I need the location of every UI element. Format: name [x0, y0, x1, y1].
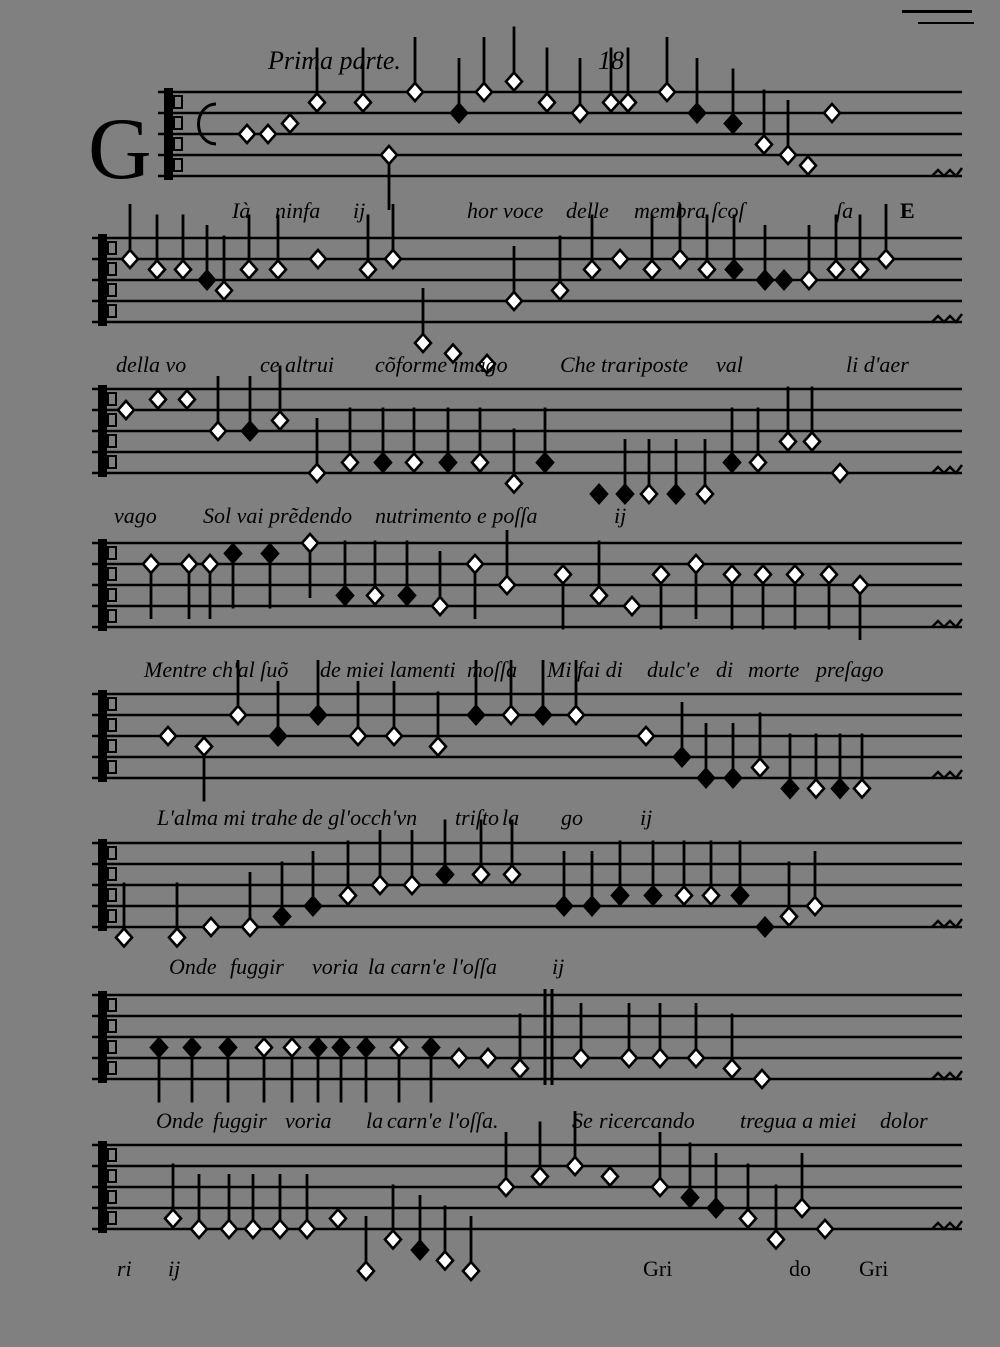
lyric-word: ij — [552, 954, 565, 979]
clef-mark — [108, 889, 116, 901]
lyric-word: moſſa — [467, 657, 518, 682]
note-head — [221, 1220, 237, 1238]
note-head — [780, 433, 796, 451]
lyric-word: tregua a miei — [740, 1108, 857, 1133]
clef-mark — [108, 719, 116, 731]
note-head — [432, 597, 448, 615]
clef-bar — [98, 690, 107, 782]
lyric-word: della vo — [116, 352, 187, 377]
note-head — [284, 1039, 300, 1057]
note-head — [358, 1039, 374, 1057]
note-head — [202, 555, 218, 573]
note-head — [305, 897, 321, 915]
clef-mark — [108, 284, 116, 296]
note-head — [440, 454, 456, 472]
note-head — [878, 250, 894, 268]
lyric-line-4 — [0, 657, 1000, 697]
note-head — [750, 454, 766, 472]
section-title: Prima parte. — [268, 46, 401, 75]
note-head — [241, 261, 257, 279]
note-head — [688, 555, 704, 573]
note-head — [725, 769, 741, 787]
note-head — [776, 271, 792, 289]
lyric-word: vago — [114, 503, 157, 528]
note-head — [832, 464, 848, 482]
note-head — [726, 261, 742, 279]
note-head — [372, 876, 388, 894]
clef-bar — [98, 385, 107, 477]
note-head — [568, 706, 584, 724]
clef-mark — [108, 435, 116, 447]
clef-mark — [108, 263, 116, 275]
lyric-word: ij — [168, 1256, 181, 1281]
note-head — [624, 597, 640, 615]
note-head — [260, 125, 276, 143]
clef-mark — [108, 1041, 116, 1053]
note-head — [620, 94, 636, 112]
note-head — [451, 1049, 467, 1067]
clef-mark — [108, 1020, 116, 1032]
note-head — [638, 727, 654, 745]
note-head — [360, 261, 376, 279]
note-head — [506, 292, 522, 310]
note-head — [181, 555, 197, 573]
clef-mark — [174, 96, 182, 108]
lyric-word: de gl'occh'vn — [302, 805, 418, 830]
staff-system — [92, 530, 962, 640]
lyric-line-8 — [0, 1256, 1000, 1296]
lyric-line-1 — [0, 198, 1000, 238]
clef-mark — [108, 1062, 116, 1074]
note-head — [821, 566, 837, 584]
note-head — [375, 454, 391, 472]
note-head — [330, 1210, 346, 1228]
lyric-word: li d'aer — [846, 352, 909, 377]
note-head — [688, 1049, 704, 1067]
note-head — [309, 94, 325, 112]
clef-mark — [174, 117, 182, 129]
note-head — [672, 250, 688, 268]
note-head — [754, 1070, 770, 1088]
note-head — [652, 1049, 668, 1067]
note-head — [794, 1199, 810, 1217]
lyric-word: fuggir — [230, 954, 284, 979]
note-head — [337, 587, 353, 605]
note-head — [652, 1178, 668, 1196]
lyric-word: hor voce — [467, 198, 544, 223]
lyric-word: l'oſſa. — [448, 1108, 499, 1133]
lyric-word: Mi fai di — [547, 657, 623, 682]
lyric-word: dulc'e — [647, 657, 700, 682]
drop-cap-initial: G — [88, 101, 152, 198]
note-head — [299, 1220, 315, 1238]
note-head — [476, 83, 492, 101]
note-head — [698, 769, 714, 787]
lyric-word: delle — [566, 198, 609, 223]
note-head — [781, 908, 797, 926]
lyric-word: Gri — [643, 1256, 673, 1281]
note-head — [118, 401, 134, 419]
note-head — [386, 727, 402, 745]
clef-mark — [108, 547, 116, 559]
note-head — [437, 866, 453, 884]
note-head — [274, 908, 290, 926]
lyric-word: ſa — [836, 198, 854, 223]
note-head — [732, 887, 748, 905]
lyric-word: ij — [353, 198, 366, 223]
note-head — [567, 1157, 583, 1175]
clef-mark — [108, 999, 116, 1011]
note-head — [473, 866, 489, 884]
note-head — [310, 1039, 326, 1057]
note-head — [617, 485, 633, 503]
note-head — [503, 706, 519, 724]
note-head — [506, 475, 522, 493]
note-head — [169, 929, 185, 947]
note-head — [242, 422, 258, 440]
lyric-word: go — [561, 805, 583, 830]
note-head — [697, 485, 713, 503]
note-head — [682, 1189, 698, 1207]
clef-mark — [108, 1191, 116, 1203]
note-head — [757, 918, 773, 936]
lyric-word: l'oſſa — [452, 954, 498, 979]
lyric-word: dolor — [880, 1108, 928, 1133]
note-head — [621, 1049, 637, 1067]
clef-mark — [108, 242, 116, 254]
clef-mark — [108, 568, 116, 580]
lyric-word: Onde — [169, 954, 217, 979]
lyric-word: ri — [117, 1256, 132, 1281]
note-head — [415, 334, 431, 352]
note-head — [451, 104, 467, 122]
note-head — [674, 748, 690, 766]
lyric-word: morte — [748, 657, 800, 682]
note-head — [203, 918, 219, 936]
note-head — [150, 391, 166, 409]
note-head — [724, 454, 740, 472]
clef-mark — [108, 305, 116, 317]
note-head — [668, 485, 684, 503]
note-head — [539, 94, 555, 112]
clef-mark — [108, 1170, 116, 1182]
note-head — [151, 1039, 167, 1057]
lyric-word: L'alma mi trahe — [157, 805, 298, 830]
clef-bar — [98, 539, 107, 631]
note-head — [406, 454, 422, 472]
note-head — [230, 706, 246, 724]
note-head — [676, 887, 692, 905]
clef-mark — [108, 740, 116, 752]
note-head — [423, 1039, 439, 1057]
note-head — [381, 146, 397, 164]
lyric-word: Sol vai prẽdendo — [203, 503, 353, 528]
note-head — [756, 136, 772, 154]
note-head — [342, 454, 358, 472]
note-head — [122, 250, 138, 268]
clef-mark — [108, 589, 116, 601]
lyric-word: Onde — [156, 1108, 204, 1133]
note-head — [602, 1168, 618, 1186]
note-head — [572, 104, 588, 122]
note-head — [780, 146, 796, 164]
lyric-word: ij — [640, 805, 653, 830]
lyric-word: la — [366, 1108, 384, 1133]
note-head — [535, 706, 551, 724]
lyric-line-7 — [0, 1108, 1000, 1148]
note-head — [340, 887, 356, 905]
lyric-word: ij — [614, 503, 627, 528]
note-head — [506, 73, 522, 91]
lyric-word: preſago — [816, 657, 884, 682]
lyric-line-2 — [0, 352, 1000, 392]
note-head — [116, 929, 132, 947]
note-head — [603, 94, 619, 112]
clef-mark — [108, 868, 116, 880]
note-head — [468, 706, 484, 724]
clef-mark — [108, 1149, 116, 1161]
note-head — [143, 555, 159, 573]
lyric-word: riposte — [627, 352, 689, 377]
clef-bar — [98, 839, 107, 931]
clef-mark — [108, 610, 116, 622]
staff-system — [158, 27, 962, 211]
note-head — [699, 261, 715, 279]
note-head — [184, 1039, 200, 1057]
lyric-word: do — [789, 1256, 811, 1281]
lyric-word: carn'e — [387, 1108, 442, 1133]
note-head — [270, 727, 286, 745]
note-head — [584, 897, 600, 915]
note-head — [272, 1220, 288, 1238]
lyric-word: triſto — [455, 805, 500, 830]
note-head — [407, 83, 423, 101]
note-head — [239, 125, 255, 143]
note-head — [641, 485, 657, 503]
note-head — [270, 261, 286, 279]
note-head — [160, 727, 176, 745]
clef-mark — [108, 414, 116, 426]
note-head — [262, 545, 278, 563]
lyric-word: voria — [312, 954, 359, 979]
note-head — [430, 738, 446, 756]
note-head — [333, 1039, 349, 1057]
note-head — [808, 780, 824, 798]
note-head — [612, 250, 628, 268]
clef-bar — [98, 1141, 107, 1233]
note-head — [708, 1199, 724, 1217]
note-head — [467, 555, 483, 573]
note-head — [282, 115, 298, 133]
note-head — [225, 545, 241, 563]
note-head — [512, 1060, 528, 1078]
lyric-word: E — [900, 198, 915, 223]
note-head — [210, 422, 226, 440]
note-head — [350, 727, 366, 745]
note-head — [149, 261, 165, 279]
clef-bar — [164, 88, 173, 180]
note-head — [752, 759, 768, 777]
clef-mark — [108, 456, 116, 468]
note-head — [216, 282, 232, 300]
note-head — [498, 1178, 514, 1196]
note-head — [817, 1220, 833, 1238]
note-head — [367, 587, 383, 605]
clef-bar — [98, 991, 107, 1083]
note-head — [220, 1039, 236, 1057]
lyric-line-5 — [0, 805, 1000, 845]
note-head — [404, 876, 420, 894]
note-head — [832, 780, 848, 798]
lyric-word: ricercando — [599, 1108, 695, 1133]
staff-system — [92, 991, 962, 1103]
note-head — [800, 157, 816, 175]
note-head — [309, 464, 325, 482]
note-head — [584, 261, 600, 279]
clef-mark — [174, 138, 182, 150]
note-head — [645, 887, 661, 905]
lyric-line-6 — [0, 954, 1000, 994]
note-head — [740, 1210, 756, 1228]
note-head — [504, 866, 520, 884]
note-head — [555, 566, 571, 584]
note-head — [591, 485, 607, 503]
clef-mark — [108, 761, 116, 773]
note-head — [310, 250, 326, 268]
mensuration-sign — [199, 104, 217, 144]
lyric-word: cõforme imago — [375, 352, 508, 377]
note-head — [179, 391, 195, 409]
note-head — [703, 887, 719, 905]
clef-mark — [108, 698, 116, 710]
lyric-word: membra ſcoſ — [634, 198, 745, 223]
note-head — [256, 1039, 272, 1057]
note-head — [757, 271, 773, 289]
lyric-word: val — [716, 352, 743, 377]
lyric-word: ce altrui — [260, 352, 334, 377]
note-head — [828, 261, 844, 279]
note-head — [556, 897, 572, 915]
note-head — [659, 83, 675, 101]
clef-mark — [174, 159, 182, 171]
lyric-word: nutrimento e poſſa — [375, 503, 538, 528]
note-head — [245, 1220, 261, 1238]
lyric-word: fuggir — [213, 1108, 267, 1133]
note-head — [653, 566, 669, 584]
lyric-word: la — [502, 805, 520, 830]
lyric-line-3 — [0, 503, 1000, 543]
note-head — [175, 261, 191, 279]
note-head — [499, 576, 515, 594]
note-head — [804, 433, 820, 451]
lyric-word: Ià — [232, 198, 251, 223]
note-head — [768, 1231, 784, 1249]
lyric-word: de miei lamenti — [320, 657, 456, 682]
note-head — [612, 887, 628, 905]
lyric-word: Se — [572, 1108, 593, 1133]
note-head — [801, 271, 817, 289]
lyric-word: la carn'e — [368, 954, 446, 979]
note-head — [852, 261, 868, 279]
clef-mark — [108, 847, 116, 859]
note-head — [782, 780, 798, 798]
note-head — [852, 576, 868, 594]
lyric-word: Che tra — [560, 352, 627, 377]
note-head — [689, 104, 705, 122]
note-head — [385, 1231, 401, 1249]
note-head — [399, 587, 415, 605]
clef-bar — [98, 234, 107, 326]
note-head — [591, 587, 607, 605]
note-head — [385, 250, 401, 268]
note-head — [191, 1220, 207, 1238]
note-head — [787, 566, 803, 584]
note-head — [310, 706, 326, 724]
note-head — [196, 738, 212, 756]
note-head — [644, 261, 660, 279]
note-head — [242, 918, 258, 936]
lyric-word: Gri — [859, 1256, 889, 1281]
clef-mark — [108, 910, 116, 922]
note-head — [724, 566, 740, 584]
note-head — [824, 104, 840, 122]
note-head — [355, 94, 371, 112]
lyric-word: Mentre ch'al ſuõ — [144, 657, 289, 682]
page-number: 18 — [598, 46, 624, 75]
note-head — [807, 897, 823, 915]
lyric-word: ninfa — [275, 198, 321, 223]
note-head — [724, 1060, 740, 1078]
note-head — [391, 1039, 407, 1057]
lyric-word: voria — [285, 1108, 332, 1133]
lyric-word: di — [716, 657, 734, 682]
note-head — [472, 454, 488, 472]
note-head — [725, 115, 741, 133]
note-head — [272, 412, 288, 430]
note-head — [532, 1168, 548, 1186]
note-head — [854, 780, 870, 798]
note-head — [552, 282, 568, 300]
note-head — [480, 1049, 496, 1067]
note-head — [537, 454, 553, 472]
clef-mark — [108, 393, 116, 405]
note-head — [199, 271, 215, 289]
note-head — [755, 566, 771, 584]
note-head — [165, 1210, 181, 1228]
note-head — [573, 1049, 589, 1067]
clef-mark — [108, 1212, 116, 1224]
